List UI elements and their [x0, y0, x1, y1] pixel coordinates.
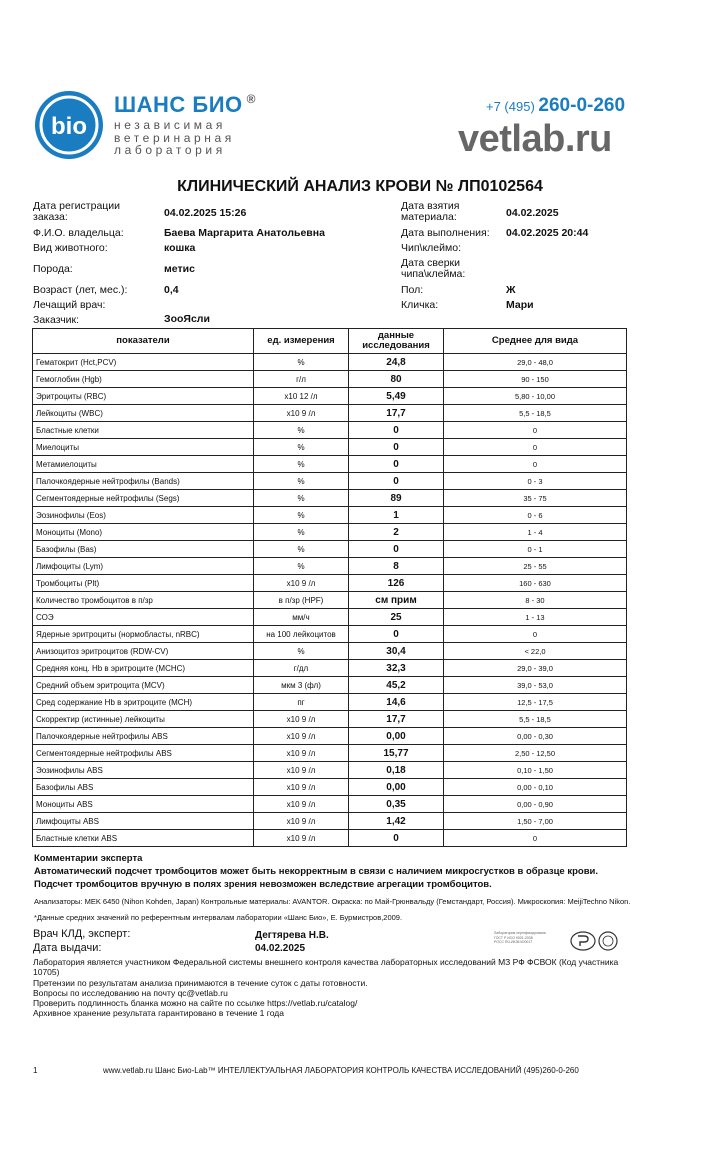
nickname-label: Кличка:: [401, 299, 439, 311]
parameter-cell: Эозинофилы ABS: [33, 762, 254, 779]
notice-item: Проверить подлинность бланка можно на сайте по ссылке https://vetlab.ru/catalog/: [33, 998, 358, 1009]
parameter-cell: Моноциты ABS: [33, 796, 254, 813]
reference-cell: 0: [444, 456, 627, 473]
parameter-cell: Средняя конц. Hb в эритроците (MCHC): [33, 660, 254, 677]
age-value: 0,4: [164, 284, 179, 296]
value-cell: 0: [349, 422, 444, 439]
species-value: кошка: [164, 242, 196, 254]
reference-cell: 5,5 - 18,5: [444, 405, 627, 422]
client-value: ЗооЯсли: [164, 313, 210, 325]
unit-cell: x10 9 /л: [254, 728, 349, 745]
reference-cell: < 22,0: [444, 643, 627, 660]
value-cell: 126: [349, 575, 444, 592]
value-cell: 80: [349, 371, 444, 388]
table-row: [33, 660, 627, 677]
value-cell: см прим: [349, 592, 444, 609]
done-date-value: 04.02.2025 20:44: [506, 227, 589, 239]
table-row: [33, 728, 627, 745]
unit-cell: x10 9 /л: [254, 796, 349, 813]
value-cell: 89: [349, 490, 444, 507]
issue-date-label: Дата выдачи:: [33, 942, 102, 954]
expert-value: Дегтярева Н.В.: [255, 930, 329, 941]
unit-cell: %: [254, 354, 349, 371]
species-label: Вид животного:: [33, 242, 108, 254]
table-row: [33, 456, 627, 473]
header-unit: ед. измерения: [254, 329, 349, 354]
value-cell: 30,4: [349, 643, 444, 660]
reference-cell: 0 - 6: [444, 507, 627, 524]
parameter-cell: Бластные клетки ABS: [33, 830, 254, 847]
unit-cell: %: [254, 524, 349, 541]
unit-cell: %: [254, 541, 349, 558]
table-row: [33, 796, 627, 813]
reference-cell: 1 - 4: [444, 524, 627, 541]
parameter-cell: Эозинофилы (Eos): [33, 507, 254, 524]
comments-text: Автоматический подсчет тромбоцитов может быть некорректным в связи с наличием микросгустков в образце крови. Подсчет тромбоцитов вручную в полях зрения невозможен вследствие агрегации тромбоцитов.: [34, 866, 599, 890]
owner-label: Ф.И.О. владельца:: [33, 227, 124, 239]
table-row: [33, 473, 627, 490]
owner-value: Баева Маргарита Анатольевна: [164, 227, 325, 239]
parameter-cell: Бластные клетки: [33, 422, 254, 439]
notice-item: Архивное хранение результата гарантировано в течение 1 года: [33, 1008, 284, 1019]
value-cell: 1,42: [349, 813, 444, 830]
registered-mark: ®: [246, 92, 256, 106]
parameter-cell: Эритроциты (RBC): [33, 388, 254, 405]
reference-cell: 25 - 55: [444, 558, 627, 575]
bio-logo: [33, 89, 105, 161]
reference-cell: 0,10 - 1,50: [444, 762, 627, 779]
parameter-cell: Ядерные эритроциты (нормобласты, nRBC): [33, 626, 254, 643]
value-cell: 8: [349, 558, 444, 575]
reference-cell: 0,00 - 0,90: [444, 796, 627, 813]
expert-comments: [34, 852, 634, 923]
unit-cell: x10 9 /л: [254, 830, 349, 847]
unit-cell: г/л: [254, 371, 349, 388]
table-row: [33, 813, 627, 830]
value-cell: 17,7: [349, 405, 444, 422]
notice-item: Претензии по результатам анализа принимаются в течение суток с даты готовности.: [33, 977, 368, 988]
value-cell: 0,35: [349, 796, 444, 813]
parameter-cell: Гемоглобин (Hgb): [33, 371, 254, 388]
unit-cell: %: [254, 439, 349, 456]
reference-cell: 160 - 630: [444, 575, 627, 592]
reference-cell: 39,0 - 53,0: [444, 677, 627, 694]
table-row: [33, 592, 627, 609]
parameter-cell: Базофилы (Bas): [33, 541, 254, 558]
unit-cell: x10 9 /л: [254, 745, 349, 762]
unit-cell: %: [254, 558, 349, 575]
parameter-cell: Анизоцитоз эритроцитов (RDW-CV): [33, 643, 254, 660]
unit-cell: %: [254, 490, 349, 507]
parameter-cell: Палочкоядерные нейтрофилы (Bands): [33, 473, 254, 490]
value-cell: 1: [349, 507, 444, 524]
brand-subtitle: независимая ветеринарная лаборатория: [114, 118, 235, 157]
sample-date-label: Дата взятия материала:: [401, 200, 460, 223]
value-cell: 0,18: [349, 762, 444, 779]
table-header-row: [33, 329, 627, 354]
reference-cell: 0: [444, 422, 627, 439]
reference-cell: 1 - 13: [444, 609, 627, 626]
unit-cell: %: [254, 507, 349, 524]
table-row: [33, 711, 627, 728]
reference-cell: 5,80 - 10,00: [444, 388, 627, 405]
parameter-cell: Палочкоядерные нейтрофилы ABS: [33, 728, 254, 745]
expert-label: Врач КЛД, эксперт:: [33, 928, 131, 940]
reference-cell: 29,0 - 48,0: [444, 354, 627, 371]
table-row: [33, 779, 627, 796]
value-cell: 2: [349, 524, 444, 541]
table-row: [33, 643, 627, 660]
parameter-cell: Лимфоциты ABS: [33, 813, 254, 830]
value-cell: 17,7: [349, 711, 444, 728]
sex-value: Ж: [506, 284, 516, 296]
reference-cell: 8 - 30: [444, 592, 627, 609]
unit-cell: x10 9 /л: [254, 762, 349, 779]
breed-label: Порода:: [33, 263, 73, 275]
done-date-label: Дата выполнения:: [401, 227, 490, 239]
phone: +7 (495) 260-0-260: [486, 95, 626, 116]
nickname-value: Мари: [506, 299, 534, 311]
unit-cell: пг: [254, 694, 349, 711]
parameter-cell: Миелоциты: [33, 439, 254, 456]
value-cell: 0,00: [349, 779, 444, 796]
website: vetlab.ru: [458, 118, 612, 160]
parameter-cell: Базофилы ABS: [33, 779, 254, 796]
parameter-cell: Сегментоядерные нейтрофилы ABS: [33, 745, 254, 762]
value-cell: 0: [349, 439, 444, 456]
breed-value: метис: [164, 263, 195, 275]
reference-cell: 5,5 - 18,5: [444, 711, 627, 728]
notice-item: Лаборатория является участником Федеральной системы внешнего контроля качества лабораторных исследований МЗ РФ ФСВОК (Код участника 10705): [33, 957, 619, 978]
table-row: [33, 371, 627, 388]
value-cell: 0: [349, 541, 444, 558]
reference-cell: 29,0 - 39,0: [444, 660, 627, 677]
parameter-cell: Тромбоциты (Plt): [33, 575, 254, 592]
table-row: [33, 405, 627, 422]
client-label: Заказчик:: [33, 314, 80, 326]
table-row: [33, 558, 627, 575]
value-cell: 45,2: [349, 677, 444, 694]
comments-title: Комментарии эксперта: [34, 853, 143, 864]
parameter-cell: Количество тромбоцитов в п/зр: [33, 592, 254, 609]
issue-date-value: 04.02.2025: [255, 943, 306, 954]
reference-cell: 35 - 75: [444, 490, 627, 507]
value-cell: 0: [349, 626, 444, 643]
certification-mark-icon: [570, 930, 620, 952]
reference-cell: 0,00 - 0,10: [444, 779, 627, 796]
table-row: [33, 354, 627, 371]
reference-cell: 0: [444, 830, 627, 847]
reference-cell: 0,00 - 0,30: [444, 728, 627, 745]
parameter-cell: СОЭ: [33, 609, 254, 626]
table-row: [33, 524, 627, 541]
value-cell: 32,3: [349, 660, 444, 677]
unit-cell: x10 9 /л: [254, 813, 349, 830]
unit-cell: x10 9 /л: [254, 711, 349, 728]
parameter-cell: Сред содержание Hb в эритроците (MCH): [33, 694, 254, 711]
value-cell: 0,00: [349, 728, 444, 745]
table-row: [33, 677, 627, 694]
value-cell: 15,77: [349, 745, 444, 762]
analyzers-note: Анализаторы: MEK 6450 (Nihon Kohden, Japan) Контрольные материалы: AVANTOR. Окраска: по Май-Грюнвальду (Гемстандарт, Россия). Микроскопия: MeijiTechno Nikon.: [34, 897, 631, 906]
value-cell: 25: [349, 609, 444, 626]
unit-cell: x10 9 /л: [254, 405, 349, 422]
age-label: Возраст (лет, мес.):: [33, 284, 128, 296]
parameter-cell: Гематокрит (Hct,PCV): [33, 354, 254, 371]
parameter-cell: Метамиелоциты: [33, 456, 254, 473]
unit-cell: %: [254, 473, 349, 490]
unit-cell: x10 9 /л: [254, 575, 349, 592]
parameter-cell: Скорректир (истинные) лейкоциты: [33, 711, 254, 728]
parameter-cell: Лейкоциты (WBC): [33, 405, 254, 422]
table-row: [33, 609, 627, 626]
unit-cell: мкм 3 (фл): [254, 677, 349, 694]
lab-notices: [33, 957, 633, 1019]
table-row: [33, 388, 627, 405]
value-cell: 24,8: [349, 354, 444, 371]
value-cell: 14,6: [349, 694, 444, 711]
header-parameter: показатели: [33, 329, 254, 354]
value-cell: 5,49: [349, 388, 444, 405]
doctor-label: Лечащий врач:: [33, 299, 106, 311]
unit-cell: %: [254, 422, 349, 439]
unit-cell: мм/ч: [254, 609, 349, 626]
table-row: [33, 762, 627, 779]
sample-date-value: 04.02.2025: [506, 207, 559, 219]
reference-cell: 0: [444, 439, 627, 456]
table-row: [33, 507, 627, 524]
table-row: [33, 439, 627, 456]
page-number: 1: [33, 1066, 38, 1075]
value-cell: 0: [349, 456, 444, 473]
parameter-cell: Лимфоциты (Lym): [33, 558, 254, 575]
table-row: [33, 694, 627, 711]
reference-cell: 1,50 - 7,00: [444, 813, 627, 830]
table-row: [33, 575, 627, 592]
reference-cell: 0: [444, 626, 627, 643]
chip-label: Чип\клеймо:: [401, 242, 461, 254]
unit-cell: г/дл: [254, 660, 349, 677]
reference-cell: 0 - 1: [444, 541, 627, 558]
table-row: [33, 626, 627, 643]
sex-label: Пол:: [401, 284, 424, 296]
table-row: [33, 745, 627, 762]
document-title: КЛИНИЧЕСКИЙ АНАЛИЗ КРОВИ № ЛП0102564: [177, 178, 543, 195]
parameter-cell: Моноциты (Mono): [33, 524, 254, 541]
table-row: [33, 422, 627, 439]
table-row: [33, 830, 627, 847]
chip-check-label: Дата сверки чипа\клейма:: [401, 257, 466, 280]
header-value: данные исследования: [349, 329, 444, 354]
reference-cell: 0 - 3: [444, 473, 627, 490]
parameter-cell: Сегментоядерные нейтрофилы (Segs): [33, 490, 254, 507]
reference-cell: 12,5 - 17,5: [444, 694, 627, 711]
value-cell: 0: [349, 830, 444, 847]
table-row: [33, 490, 627, 507]
logo-text: bio: [51, 113, 87, 140]
value-cell: 0: [349, 473, 444, 490]
unit-cell: в п/зр (HPF): [254, 592, 349, 609]
certification-text: Лаборатория сертифицирована ГОСТ Р ИСО 9001-2008 РОСС RU.ИК36.К00017: [494, 931, 546, 944]
reference-note: *Данные средних значений по референтным интервалам лаборатории «Шанс Био», Е. Бурмистров,2009.: [34, 913, 403, 922]
unit-cell: %: [254, 643, 349, 660]
notice-item: Вопросы по исследованию на почту qc@vetlab.ru: [33, 987, 228, 998]
footer-text: www.vetlab.ru Шанс Био-Lab™ ИНТЕЛЛЕКТУАЛЬНАЯ ЛАБОРАТОРИЯ КОНТРОЛЬ КАЧЕСТВА ИССЛЕДОВАНИЙ (495)260-0-260: [103, 1066, 579, 1075]
reg-date-label: Дата регистрации заказа:: [33, 200, 121, 223]
parameter-cell: Средний объем эритроцита (MCV): [33, 677, 254, 694]
brand-name: ШАНС БИО ®: [114, 92, 256, 117]
unit-cell: %: [254, 456, 349, 473]
results-table: [32, 328, 627, 847]
unit-cell: на 100 лейкоцитов: [254, 626, 349, 643]
reg-date-value: 04.02.2025 15:26: [164, 207, 247, 219]
table-row: [33, 541, 627, 558]
reference-cell: 2,50 - 12,50: [444, 745, 627, 762]
reference-cell: 90 - 150: [444, 371, 627, 388]
header-reference: Среднее для вида: [444, 329, 627, 354]
unit-cell: x10 12 /л: [254, 388, 349, 405]
unit-cell: x10 9 /л: [254, 779, 349, 796]
